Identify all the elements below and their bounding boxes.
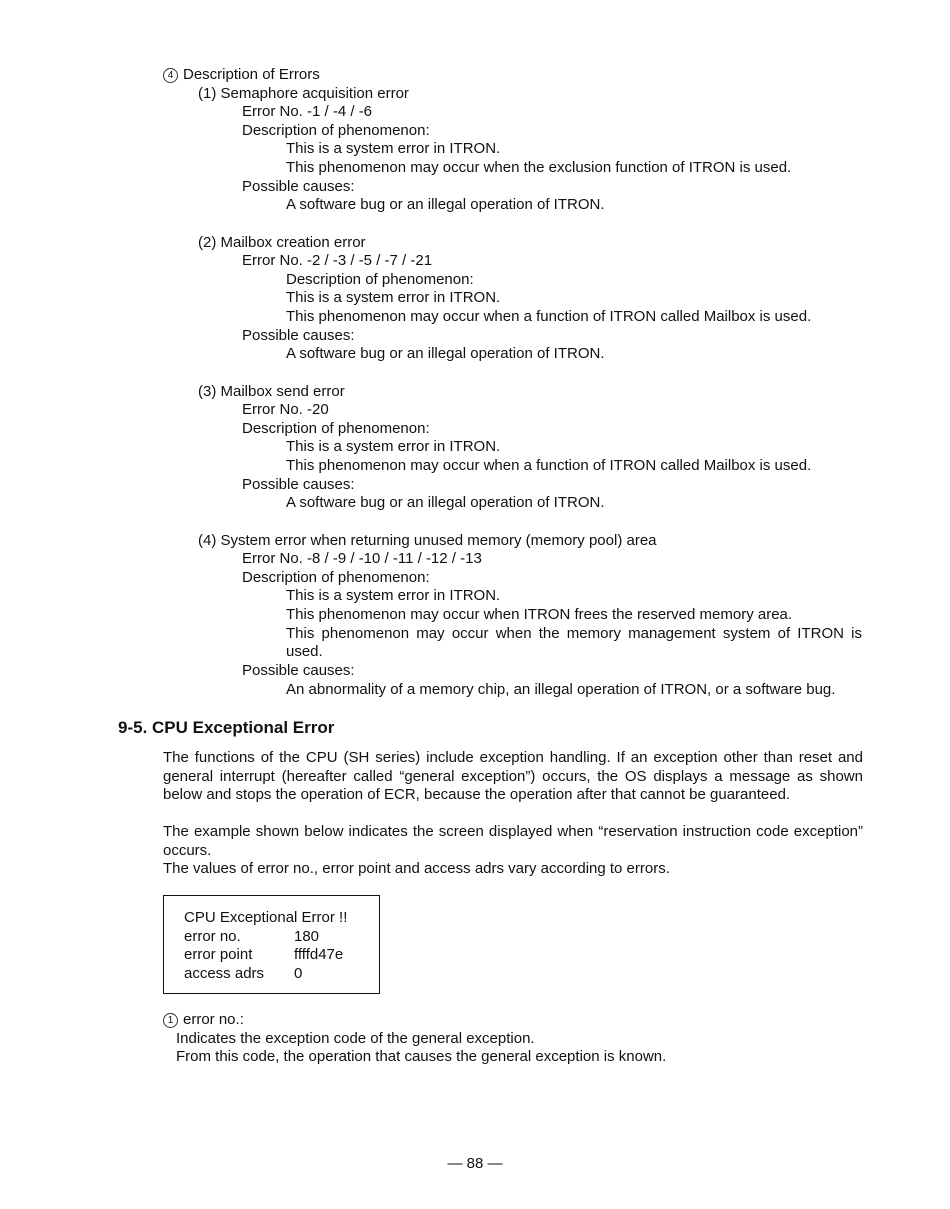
paragraph-line: The values of error no., error point and access adrs vary according to errors. xyxy=(163,860,670,877)
paragraph-line: general interrupt (hereafter called “general exception”) occurs, the OS displays a message as shown xyxy=(163,768,863,785)
note-title-text: error no.: xyxy=(183,1011,244,1028)
causes-line: A software bug or an illegal operation of ITRON. xyxy=(286,345,605,362)
note-line: From this code, the operation that causes the general exception is known. xyxy=(176,1048,667,1065)
note-title xyxy=(163,1011,244,1029)
causes-line: A software bug or an illegal operation of ITRON. xyxy=(286,494,605,511)
paragraph-line: The example shown below indicates the screen displayed when “reservation instruction code exception” xyxy=(163,823,863,840)
description-line: This is a system error in ITRON. xyxy=(286,438,501,455)
error-number: Error No. -8 / -9 / -10 / -11 / -12 / -13 xyxy=(242,550,482,567)
description-label: Description of phenomenon: xyxy=(242,420,430,437)
screen-row-label: error no. xyxy=(184,928,241,945)
error-item-heading: (1) Semaphore acquisition error xyxy=(198,85,409,102)
error-screen-example xyxy=(163,895,380,994)
error-item-heading: (2) Mailbox creation error xyxy=(198,234,366,251)
error-item-heading: (4) System error when returning unused memory (memory pool) area xyxy=(198,532,657,549)
screen-row-label: error point xyxy=(184,946,253,963)
circled-number-marker: 4 xyxy=(163,68,178,83)
description-line: This phenomenon may occur when the memory management system of ITRON is xyxy=(286,625,862,642)
description-line: This phenomenon may occur when a function of ITRON called Mailbox is used. xyxy=(286,308,812,325)
description-line: This is a system error in ITRON. xyxy=(286,140,501,157)
causes-line: An abnormality of a memory chip, an illegal operation of ITRON, or a software bug. xyxy=(286,681,836,698)
page-number: — 88 — xyxy=(447,1155,503,1172)
screen-title: CPU Exceptional Error !! xyxy=(184,909,348,926)
description-line: This phenomenon may occur when a function of ITRON called Mailbox is used. xyxy=(286,457,812,474)
causes-line: A software bug or an illegal operation of ITRON. xyxy=(286,196,605,213)
screen-row-value: ffffd47e xyxy=(294,946,344,963)
error-number: Error No. -2 / -3 / -5 / -7 / -21 xyxy=(242,252,433,269)
circled-number-marker: 1 xyxy=(163,1013,178,1028)
screen-row-label: access adrs xyxy=(184,965,265,982)
description-line: This phenomenon may occur when ITRON frees the reserved memory area. xyxy=(286,606,793,623)
causes-label: Possible causes: xyxy=(242,662,355,679)
section-heading: 9-5. CPU Exceptional Error xyxy=(118,718,335,737)
description-line: used. xyxy=(286,643,323,660)
error-number: Error No. -20 xyxy=(242,401,329,418)
paragraph-line: The functions of the CPU (SH series) include exception handling. If an exception other than reset and xyxy=(163,749,863,766)
description-line: This is a system error in ITRON. xyxy=(286,587,501,604)
paragraph-line: occurs. xyxy=(163,842,212,859)
causes-label: Possible causes: xyxy=(242,178,355,195)
description-label: Description of phenomenon: xyxy=(242,569,430,586)
error-number: Error No. -1 / -4 / -6 xyxy=(242,103,373,120)
description-label: Description of phenomenon: xyxy=(242,122,430,139)
causes-label: Possible causes: xyxy=(242,476,355,493)
description-line: This is a system error in ITRON. xyxy=(286,289,501,306)
causes-label: Possible causes: xyxy=(242,327,355,344)
description-label: Description of phenomenon: xyxy=(286,271,474,288)
paragraph-line: below and stops the operation of ECR, because the operation after that cannot be guaranteed. xyxy=(163,786,791,803)
errors-section-title xyxy=(163,66,320,84)
description-line: This phenomenon may occur when the exclusion function of ITRON is used. xyxy=(286,159,792,176)
errors-section-title-text: Description of Errors xyxy=(183,66,320,83)
screen-row-value: 0 xyxy=(294,965,303,982)
screen-row-value: 180 xyxy=(294,928,320,945)
error-item-heading: (3) Mailbox send error xyxy=(198,383,345,400)
note-line: Indicates the exception code of the general exception. xyxy=(176,1030,535,1047)
